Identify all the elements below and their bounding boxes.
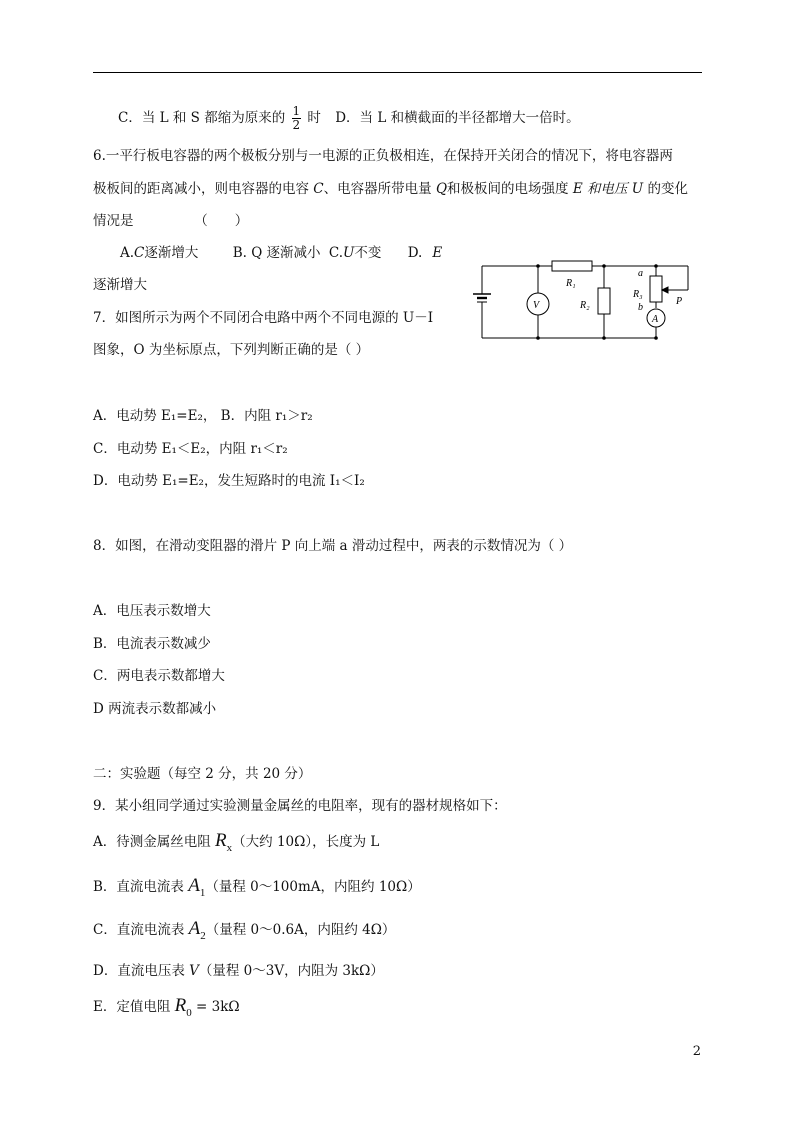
q6-option-d-cont: 逐渐增大	[93, 277, 147, 293]
q9-item-e: E．定值电阻 $R_0 = 3k\Omega$	[93, 995, 240, 1019]
q9-item-d: D．直流电压表 V（量程 0～3V，内阻为 3kΩ）	[93, 963, 384, 979]
q9-line: 9．某小组同学通过实验测量金属丝的电阻率，现有的器材规格如下：	[93, 798, 507, 814]
q6-options: A.C逐渐增大 B. Q 逐渐减小 C.U不变 D. E	[120, 245, 443, 261]
q7-line1: 7．如图所示为两个不同闭合电路中两个不同电源的 U－I	[93, 310, 434, 326]
q8-option-a: A．电压表示数增大	[93, 603, 211, 619]
q5-option-line: C．当 L 和 S 都缩为原来的 $\frac{1}{2}$ 时 D．当 L 和横截面的半径都增大一倍时。	[118, 104, 580, 132]
q8-option-b: B．电流表示数减少	[93, 636, 211, 652]
label-p: P	[676, 296, 683, 307]
label-v: V	[533, 300, 540, 311]
label-b: b	[638, 302, 643, 313]
q6-line2: 极板间的距离减小，则电容器的电容 C、电容器所带电量 Q和极板间的电场强度 E 和电压 U 的变化	[93, 181, 688, 197]
q6-line3: 情况是 （ ）	[93, 213, 249, 229]
label-a: a	[638, 268, 643, 279]
circuit-diagram	[470, 250, 700, 350]
resistor-r2	[598, 288, 610, 314]
label-r1: R₁	[566, 278, 576, 289]
q7-option-ab: A．电动势 E₁=E₂， B．内阻 r₁＞r₂	[93, 408, 313, 424]
header-rule	[93, 72, 702, 73]
q8-line: 8．如图，在滑动变阻器的滑片 P 向上端 a 滑动过程中，两表的示数情况为（ ）	[93, 538, 573, 554]
resistor-r1	[552, 261, 592, 271]
q7-option-c: C．电动势 E₁＜E₂，内阻 r₁＜r₂	[93, 441, 288, 457]
q6-line1: 6.一平行板电容器的两个极板分别与一电源的正负极相连，在保持开关闭合的情况下，将电容器两	[93, 148, 673, 164]
page-number: 2	[692, 1044, 701, 1059]
fraction-half: $\frac{1}{2}$	[292, 104, 301, 132]
q8-option-d: D 两流表示数都减小	[93, 701, 217, 717]
q7-option-d: D．电动势 E₁=E₂，发生短路时的电流 I₁＜I₂	[93, 473, 365, 489]
label-r3: R₃	[633, 289, 643, 300]
q7-line2: 图象，O 为坐标原点，下列判断正确的是（ ）	[93, 342, 370, 358]
section2-heading: 二：实验题（每空 2 分，共 20 分）	[93, 766, 312, 782]
q9-item-a: A．待测金属丝电阻 $R_x$（大约 10Ω），长度为 L	[93, 830, 380, 854]
q9-item-c: C．直流电流表 $A_2$（量程 0～0.6A，内阻约 4Ω）	[93, 918, 396, 942]
q8-option-c: C．两电表示数都增大	[93, 668, 225, 684]
label-amm: A	[652, 314, 659, 325]
q9-item-b: B．直流电流表 $A_1$（量程 0～100mA，内阻约 10Ω）	[93, 875, 421, 899]
label-r2: R₂	[580, 300, 590, 311]
resistor-r3	[650, 276, 662, 302]
